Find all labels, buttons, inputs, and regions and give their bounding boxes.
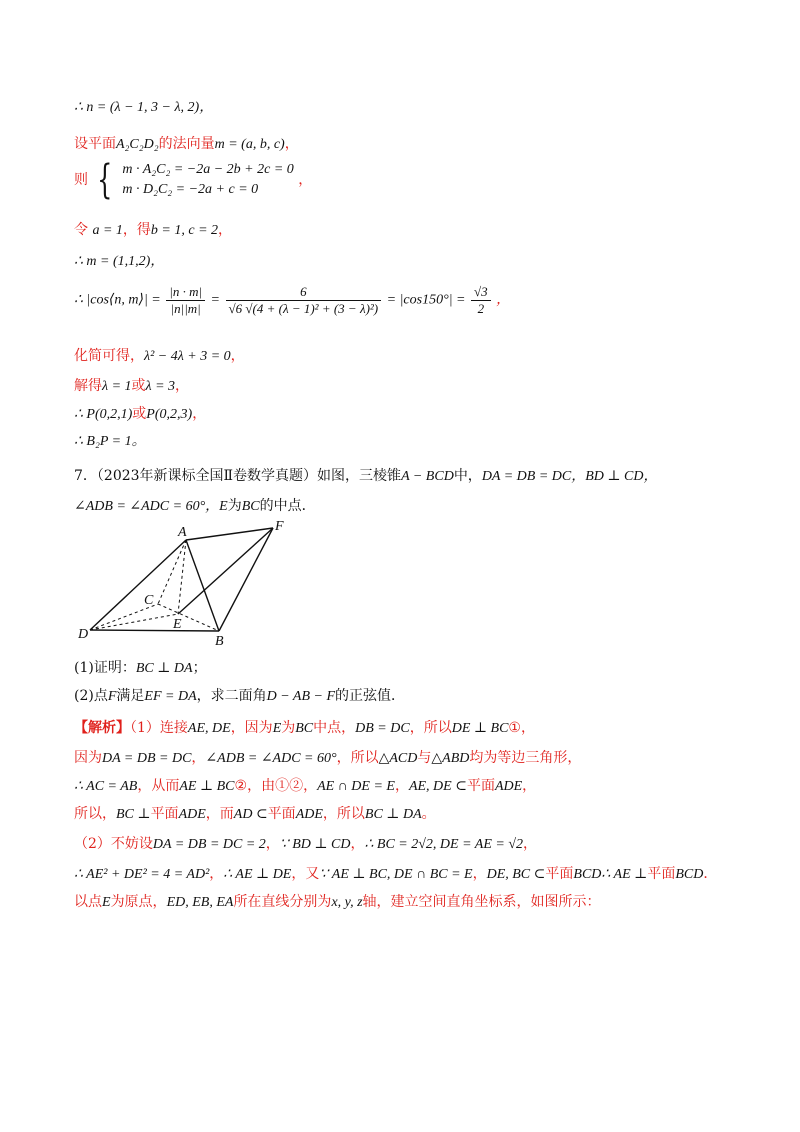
text-and: 与: [417, 750, 432, 766]
bc-perp: BC ⊥: [116, 807, 151, 822]
text-coordinate-system: 轴，建立空间直角坐标系，如图所示：: [362, 894, 601, 910]
text-because: 因为: [74, 750, 102, 766]
punctuation: ，: [175, 378, 190, 394]
equation-system: [122, 160, 293, 200]
text-midpoint: 中点，: [313, 720, 356, 736]
text-and: ，而: [205, 806, 234, 822]
question-7-part-2: [74, 686, 405, 707]
text-also: ，又: [291, 866, 320, 882]
edge-a-f: [186, 528, 273, 540]
edge-a-c: [158, 540, 186, 604]
text-solve: 解得: [74, 378, 102, 394]
text-so: ，所以: [336, 750, 379, 766]
pythagorean: ∴ AE² + DE² = 4 = AD²: [74, 867, 210, 882]
text-so: ，所以: [322, 806, 365, 822]
ae-perp-bc: AE ⊥ BC: [179, 779, 235, 794]
text-take-point: 以点: [74, 894, 102, 910]
text-so: ，所以: [409, 720, 452, 736]
part-2-prefix: (2)点: [74, 688, 108, 704]
text-is: 为: [227, 498, 242, 514]
label-f: F: [275, 519, 284, 534]
fraction-dot-over-norms: [166, 284, 205, 317]
text-in: 中，: [453, 468, 482, 484]
left-brace-icon: {: [97, 157, 113, 203]
label-b: B: [215, 634, 224, 649]
lengths-2: DA = DB = DC = 2: [152, 837, 266, 852]
de-bc-subset: DE, BC ⊂: [486, 867, 546, 882]
fraction-numerator: 6: [226, 284, 382, 301]
punctuation: ，: [192, 406, 207, 422]
text-plane: 平面: [150, 806, 179, 822]
solution-line-points-p: [74, 404, 206, 425]
part-1-prefix: (1)证明：: [74, 660, 136, 676]
question-7-part-1: [74, 658, 207, 679]
text-origin: 为原点，: [110, 894, 167, 910]
text-therefore: 所以，: [74, 806, 116, 822]
point-p-1: ∴ P(0,2,1): [74, 407, 133, 422]
pyramid-name: A − BCD: [401, 469, 454, 484]
plane-ade: ADE: [295, 807, 323, 822]
vector-ef-equals-da: EF = DA: [144, 689, 197, 704]
text-respectively: 所在直线分别为: [233, 894, 332, 910]
text-is: 为: [281, 720, 296, 736]
ae-de-subset: AE, DE ⊂: [408, 779, 467, 794]
plane-ade: ADE: [178, 807, 206, 822]
punctuation: ，: [230, 348, 245, 364]
text-midpoint: 的中点．: [259, 498, 316, 514]
punctuation: ，: [191, 750, 206, 766]
fraction-denominator: √6 √(4 + (λ − 1)² + (3 − λ)²): [228, 301, 379, 316]
segment-bc: BC: [295, 721, 314, 736]
bc-de-ae-values: ∴ BC = 2√2, DE = AE = √2: [364, 837, 524, 852]
label-e: E: [173, 617, 182, 632]
analysis-line-2: [74, 748, 581, 769]
edge-d-e: [90, 614, 178, 630]
angle-conditions: ∠ADB = ∠ADC = 60°，: [74, 499, 220, 514]
point-f: F: [107, 689, 117, 704]
fraction-root3-over-2: [471, 284, 491, 317]
edge-a-b: [186, 540, 219, 631]
b-c-values: b = 1, c = 2: [150, 223, 219, 238]
punctuation: ，: [522, 778, 537, 794]
text-normal-vector: 的法向量: [158, 136, 215, 152]
solution-line-b2p: [74, 432, 146, 452]
da-db-dc: DA = DB = DC: [102, 751, 192, 766]
text-assume: （2）不妨设: [74, 836, 153, 852]
ae-perp-bc-condition: ∵ AE ⊥ BC, DE ∩ BC = E: [319, 867, 473, 882]
ac-equals-ab: ∴ AC = AB: [74, 779, 138, 794]
text-thus: ，从而: [137, 778, 180, 794]
lambda-3: λ = 3: [145, 379, 176, 394]
analysis-line-3: [74, 776, 536, 797]
text-plane: 平面: [545, 866, 574, 882]
quadratic-equation: λ² − 4λ + 3 = 0: [144, 349, 231, 364]
edge-f-b: [219, 528, 273, 631]
text-equilateral: 均为等边三角形，: [469, 750, 582, 766]
equation-2: m · D₂C₂ = −2a + c = 0: [122, 182, 259, 197]
fraction-denominator: 2: [477, 301, 485, 316]
fraction-six-over-root: [226, 284, 382, 317]
punctuation: ，: [394, 778, 409, 794]
text-then: 则: [74, 172, 88, 188]
analysis-line-6: [74, 864, 717, 885]
analysis-line-1: [74, 718, 535, 739]
punctuation: ；: [192, 660, 207, 676]
edge-c-b: [158, 604, 219, 631]
solution-line-let-a: [74, 220, 232, 241]
text-plane: 平面: [647, 866, 676, 882]
text-plane: 平面: [466, 778, 495, 794]
analysis-tag: 【解析】: [74, 720, 130, 736]
point-e: E: [219, 499, 228, 514]
edge-d-a: [90, 540, 186, 630]
analysis-line-5: [74, 834, 537, 855]
text-from-1-2: ②，由①②，: [234, 778, 318, 794]
segment-bc: BC: [241, 499, 260, 514]
punctuation: ，: [218, 222, 233, 238]
marker-1: ①，: [508, 720, 535, 736]
point-p-2: P(0,2,3): [146, 407, 193, 422]
bc-perp-da: BC ⊥ DA: [135, 661, 193, 676]
punctuation: ，: [284, 136, 299, 152]
bc-perp-da: BC ⊥ DA: [364, 807, 422, 822]
equation-1: m · A₂C₂ = −2a − 2b + 2c = 0: [122, 162, 294, 177]
text-find-dihedral: ，求二面角: [196, 688, 267, 704]
question-7-line-2: [74, 496, 316, 517]
punctuation: ，: [265, 836, 280, 852]
punctuation: ，: [472, 866, 487, 882]
a-equals-1: a = 1: [92, 223, 123, 238]
punctuation: ，: [209, 866, 224, 882]
analysis-line-7: [74, 892, 601, 913]
text-get: ，得: [122, 222, 151, 238]
triangle-acd: △ACD: [378, 751, 418, 766]
text-sine-value: 的正弦值．: [335, 688, 406, 704]
plane-name: A₂C₂D₂: [116, 137, 159, 152]
db-equals-dc: DB = DC: [355, 721, 410, 736]
vector-m-definition: m = (a, b, c): [214, 137, 285, 152]
punctuation: ，: [496, 292, 511, 308]
text-or: 或: [132, 406, 147, 422]
axes-xyz: x, y, z: [331, 895, 363, 910]
de-perp-bc: DE ⊥ BC: [451, 721, 509, 736]
normal-vector-n-formula: ∴ n = (λ − 1, 3 − λ, 2)，: [74, 100, 214, 115]
b2p-length: ∴ B₂P = 1。: [74, 434, 146, 449]
point-e: E: [102, 895, 111, 910]
solution-line-equation-system: [74, 157, 313, 203]
fraction-denominator: |n||m|: [170, 301, 201, 316]
point-e: E: [272, 721, 282, 736]
angles-60: ∠ADB = ∠ADC = 60°: [205, 751, 337, 766]
punctuation: 。: [421, 806, 436, 822]
plane-bcd: BCD: [675, 867, 704, 882]
solution-line-cosine: [74, 284, 510, 317]
fraction-numerator: |n · m|: [166, 284, 205, 301]
punctuation: ，: [350, 836, 365, 852]
plane-bcd: BCD: [573, 867, 602, 882]
text-plane: 平面: [267, 806, 296, 822]
edge-a-e: [178, 540, 186, 614]
solution-line-plane-normal: [74, 134, 299, 155]
dihedral-angle: D − AB − F: [266, 689, 336, 704]
punctuation: ．: [703, 866, 718, 882]
given-conditions: DA = DB = DC，BD ⊥ CD，: [481, 469, 658, 484]
text-or: 或: [131, 378, 146, 394]
punctuation: ，: [523, 836, 538, 852]
solution-line-simplify: [74, 346, 245, 367]
label-c: C: [144, 593, 154, 608]
question-7-intro: 7．（2023年新课标全国Ⅱ卷数学真题）如图，三棱锥: [74, 468, 402, 484]
cosine-abs-left: ∴ |cos⟨n, m⟩| =: [74, 292, 161, 308]
lines-ed-eb-ea: ED, EB, EA: [166, 895, 234, 910]
text-let: 令: [74, 222, 88, 238]
solution-line-m-value: [74, 252, 164, 272]
text-set-plane: 设平面: [74, 136, 116, 152]
solution-line-solve: [74, 376, 189, 397]
ad-subset: AD ⊂: [233, 807, 268, 822]
text-connect: （1）连接: [130, 720, 188, 736]
segments-ae-de: AE, DE: [187, 721, 231, 736]
cos150-equality: = |cos150°| =: [386, 292, 466, 308]
bd-perp-cd: ∵ BD ⊥ CD: [279, 837, 351, 852]
ae-perp: ∴ AE ⊥: [601, 867, 648, 882]
solution-line-normal-vector-n: [74, 98, 213, 118]
edge-d-b: [90, 630, 219, 631]
text-simplify: 化简可得，: [74, 348, 144, 364]
lambda-1: λ = 1: [102, 379, 132, 394]
text-because: ，因为: [230, 720, 273, 736]
question-7-line-1: [74, 466, 658, 487]
punctuation: ，: [298, 172, 313, 188]
edge-e-f: [178, 528, 273, 614]
ae-intersect-de: AE ∩ DE = E: [317, 779, 395, 794]
ae-perp-de: ∴ AE ⊥ DE: [223, 867, 292, 882]
equals-sign: =: [210, 292, 220, 308]
vector-m-value: ∴ m = (1,1,2)，: [74, 254, 165, 269]
text-satisfies: 满足: [116, 688, 145, 704]
triangle-abd: △ABD: [431, 751, 470, 766]
label-a: A: [178, 525, 187, 540]
plane-ade: ADE: [494, 779, 523, 794]
label-d: D: [78, 627, 89, 642]
pyramid-figure: [78, 518, 298, 650]
analysis-line-4: [74, 804, 436, 825]
fraction-numerator: √3: [471, 284, 491, 301]
